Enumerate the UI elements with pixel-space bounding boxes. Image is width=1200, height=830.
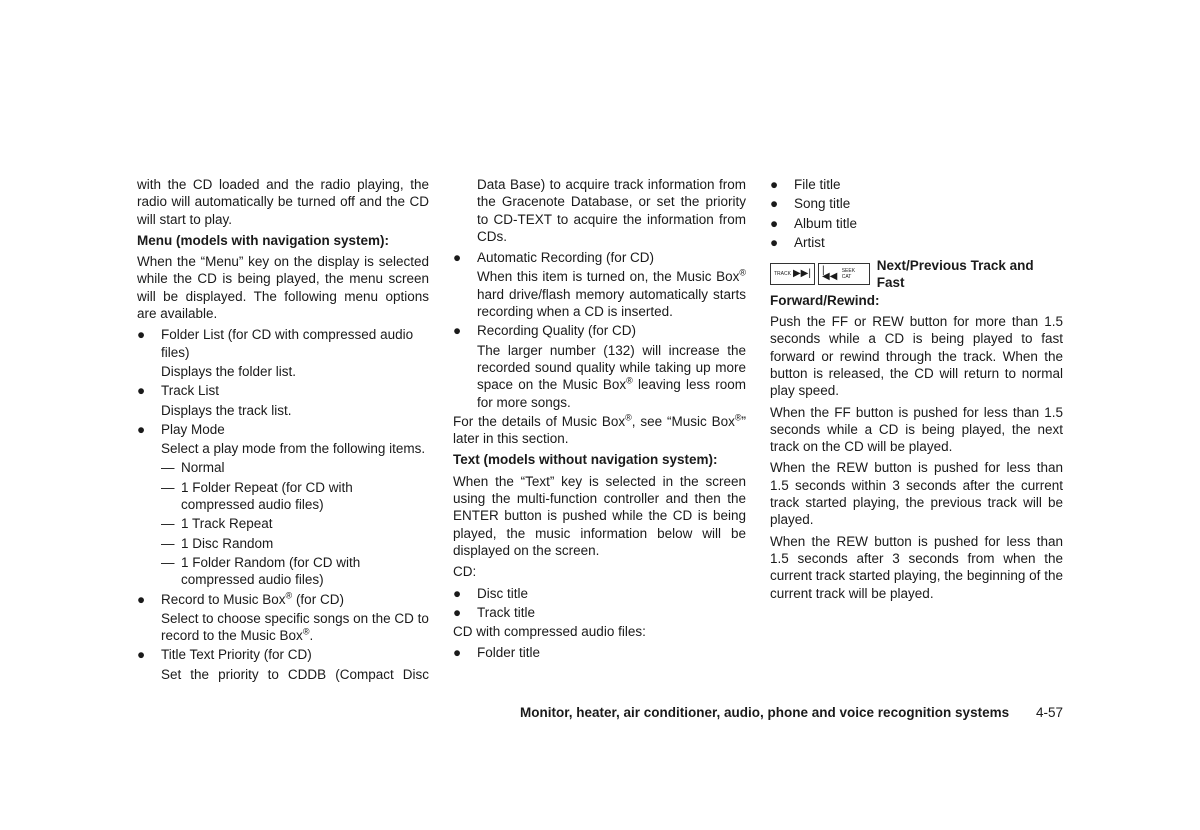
play-mode-desc: Select a play mode from the following items. <box>161 441 426 457</box>
bullet-icon: ● <box>137 647 146 663</box>
track-next-key-icon: TRACK ▶▶| <box>770 263 815 285</box>
skip-forward-icon: ▶▶| <box>792 268 811 280</box>
play-mode-list <box>161 459 429 588</box>
list-item <box>770 215 1063 232</box>
recording-quality-label: Recording Quality (for CD) <box>477 323 637 339</box>
mode-folder-repeat: 1 Folder Repeat (for CD with compressed audio files) <box>181 479 353 513</box>
dash-icon: — <box>161 460 175 476</box>
record-desc: Select to choose specific songs on the CD to record to the Music Box®. <box>161 610 429 644</box>
ff-rew-paragraph-1: Push the FF or REW button for more than 1.5 seconds while a CD is being played to fast forward or rewind through the track. When the button is released, the CD will return to normal play speed. <box>770 314 1063 399</box>
menu-heading: Menu (models with navigation system): <box>137 232 390 248</box>
ff-rew-heading-b: Forward/Rewind: <box>770 292 880 308</box>
list-item <box>137 382 429 419</box>
title-priority-label: Title Text Priority (for CD) <box>161 647 312 663</box>
ff-rew-heading-row <box>770 257 1063 292</box>
skip-back-icon: |◀◀ <box>821 265 838 283</box>
column-1 <box>137 176 429 685</box>
bullet-icon: ● <box>770 196 779 212</box>
track-title-item: Track title <box>477 604 536 620</box>
compressed-info-list <box>453 644 746 661</box>
dash-icon: — <box>161 554 175 570</box>
registered-mark: ® <box>625 412 632 423</box>
ff-rew-paragraph-3: When the REW button is pushed for less than 1.5 seconds within 3 seconds after the current track started playing, the previous track will be played. <box>770 460 1063 528</box>
disc-title-item: Disc title <box>477 585 529 601</box>
folder-list-label: Folder List (for CD with compressed audio files) <box>161 327 414 360</box>
compressed-label: CD with compressed audio files: <box>453 624 646 640</box>
section-title: Monitor, heater, air conditioner, audio, phone and voice recognition systems <box>520 705 1010 720</box>
column-3 <box>770 176 1063 606</box>
list-item <box>453 604 746 621</box>
song-title-item: Song title <box>794 196 851 212</box>
dash-icon: — <box>161 516 175 532</box>
list-item <box>161 554 429 589</box>
ff-rew-paragraph-2: When the FF button is pushed for less than 1.5 seconds while a CD is being played, the next track on the CD will be played. <box>770 404 1063 455</box>
list-item <box>137 591 429 645</box>
list-item <box>770 234 1063 251</box>
bullet-icon: ● <box>453 323 462 339</box>
bullet-icon: ● <box>137 383 146 399</box>
recording-options-list <box>453 249 746 411</box>
registered-mark: ® <box>626 375 633 386</box>
auto-recording-label: Automatic Recording (for CD) <box>477 250 655 266</box>
bullet-icon: ● <box>770 234 779 250</box>
dash-icon: — <box>161 479 175 495</box>
dash-icon: — <box>161 535 175 551</box>
text-paragraph: When the “Text” key is selected in the screen using the multi-function controller and then the ENTER button is pushed while the CD is being played, the music information below will be displayed on the screen. <box>453 473 746 558</box>
cd-info-list <box>453 585 746 622</box>
list-item <box>137 646 429 683</box>
mode-track-repeat: 1 Track Repeat <box>181 516 273 532</box>
mode-disc-random: 1 Disc Random <box>181 535 274 551</box>
bullet-icon: ● <box>770 177 779 192</box>
details-paragraph: For the details of Music Box®, see “Music Box®” later in this section. <box>453 412 746 447</box>
play-mode-label: Play Mode <box>161 421 225 437</box>
registered-mark: ® <box>285 590 293 601</box>
bullet-icon: ● <box>137 421 146 437</box>
ff-rew-paragraph-4: When the REW button is pushed for less than 1.5 seconds after 3 seconds from when the current track started playing, the beginning of the current track will be played. <box>770 533 1063 601</box>
mode-folder-random: 1 Folder Random (for CD with compressed audio files) <box>181 554 361 588</box>
file-title-item: File title <box>794 177 841 192</box>
folder-title-item: Folder title <box>477 645 541 661</box>
folder-list-desc: Displays the folder list. <box>161 363 297 379</box>
bullet-icon: ● <box>453 250 462 266</box>
mode-normal: Normal <box>181 460 225 476</box>
ff-rew-heading-a: Next/Previous Track and Fast <box>876 258 1034 291</box>
text-heading: Text (models without navigation system): <box>453 452 718 468</box>
page-number: 4-57 <box>1035 705 1063 720</box>
list-item <box>161 535 429 552</box>
bullet-icon: ● <box>453 604 462 620</box>
list-item <box>453 322 746 410</box>
list-item <box>161 479 429 514</box>
list-item <box>770 176 1063 193</box>
list-item <box>453 644 746 661</box>
bullet-icon: ● <box>770 215 779 231</box>
recording-quality-desc: The larger number (132) will increase the recorded sound quality while taking up more space on the Music Box® leaving less room for more songs. <box>477 342 746 410</box>
menu-options-list <box>137 326 429 683</box>
menu-paragraph: When the “Menu” key on the display is selected while the CD is being played, the menu screen will be displayed. The following menu options are available. <box>137 254 429 322</box>
bullet-icon: ● <box>453 645 462 661</box>
seek-prev-key-icon: |◀◀ SEEK CAT <box>818 263 870 285</box>
bullet-icon: ● <box>137 591 146 607</box>
bullet-icon: ● <box>453 585 462 601</box>
list-item <box>453 249 746 320</box>
record-label: Record to Music Box® (for CD) <box>161 590 344 607</box>
bullet-icon: ● <box>137 327 146 343</box>
artist-item: Artist <box>794 234 825 250</box>
auto-recording-desc: When this item is turned on, the Music Box® hard drive/flash memory automatically starts recording when a CD is inserted. <box>477 267 746 320</box>
registered-mark: ® <box>302 626 310 637</box>
list-item <box>161 459 429 476</box>
column-2 <box>453 176 746 664</box>
track-list-label: Track List <box>161 383 220 399</box>
track-list-desc: Displays the track list. <box>161 402 292 418</box>
registered-mark: ® <box>734 412 742 423</box>
compressed-info-list-continued <box>770 176 1063 251</box>
registered-mark: ® <box>739 267 746 278</box>
list-item <box>453 585 746 602</box>
page-footer <box>520 705 1063 720</box>
title-priority-desc: Set the priority to CDDB (Compact Disc <box>161 666 429 682</box>
album-title-item: Album title <box>794 215 858 231</box>
intro-paragraph: with the CD loaded and the radio playing, the radio will automatically be turned off and the CD will start to play. <box>137 177 429 227</box>
title-priority-continued: Data Base) to acquire track information from the Gracenote Database, or set the priority to CD-TEXT to acquire the information from CDs. <box>477 177 746 244</box>
list-item <box>161 515 429 532</box>
list-item <box>770 195 1063 212</box>
cd-label: CD: <box>453 564 477 580</box>
list-item <box>137 326 429 380</box>
list-item <box>137 421 429 589</box>
